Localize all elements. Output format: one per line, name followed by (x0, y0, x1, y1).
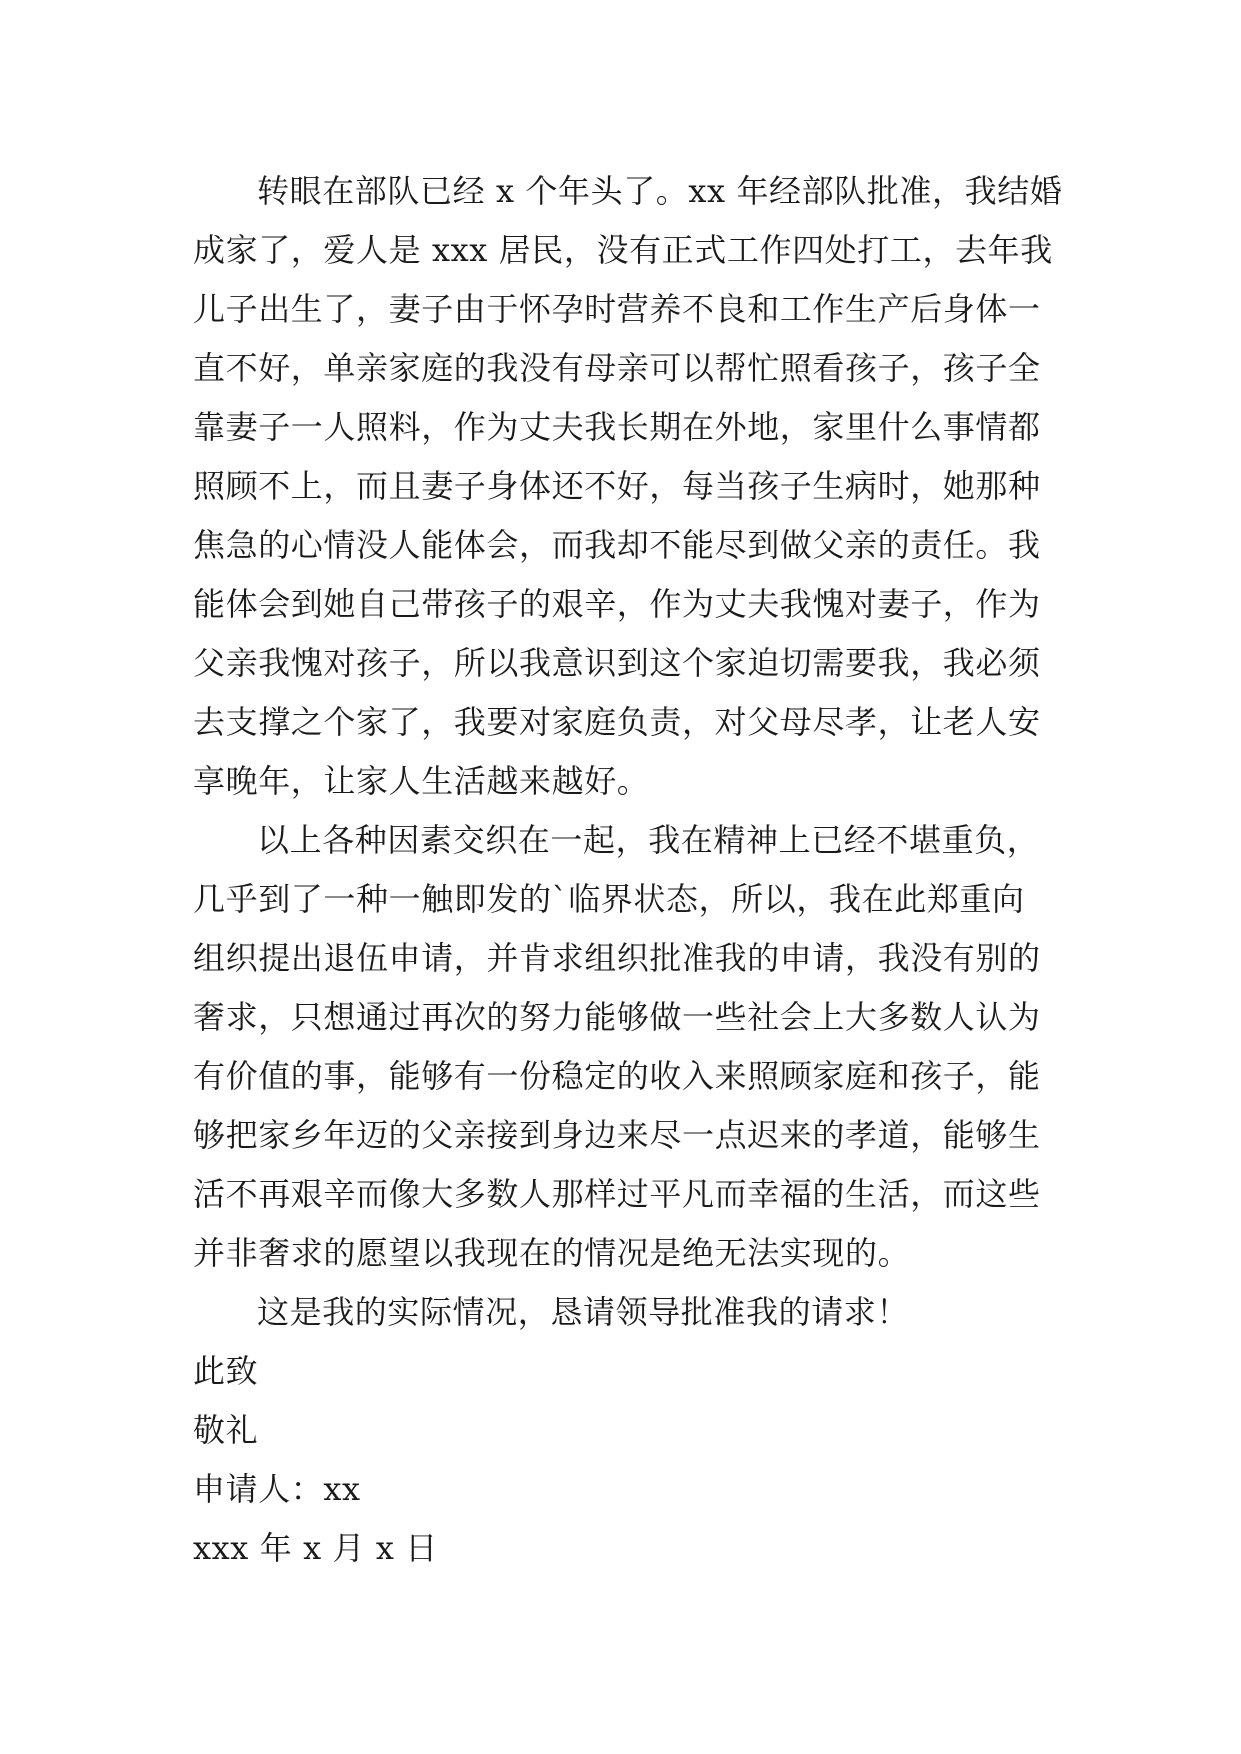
closing-regards: 敬礼 (193, 1411, 259, 1449)
paragraph-2-line-2: 几乎到了一种一触即发的`临界状态，所以，我在此郑重向 (193, 880, 1025, 918)
paragraph-1-line-8: 能体会到她自己带孩子的艰辛，作为丈夫我愧对妻子，作为 (193, 585, 1041, 623)
paragraph-1-line-10: 去支撑之个家了，我要对家庭负责，对父母尽孝，让老人安 (193, 703, 1041, 741)
paragraph-2-line-6: 够把家乡年迈的父亲接到身边来尽一点迟来的孝道，能够生 (193, 1116, 1041, 1154)
paragraph-1-line-7: 焦急的心情没人能体会，而我却不能尽到做父亲的责任。我 (193, 526, 1041, 564)
paragraph-1-line-4: 直不好，单亲家庭的我没有母亲可以帮忙照看孩子，孩子全 (193, 349, 1041, 387)
paragraph-1-line-2: 成家了，爱人是 xxx 居民，没有正式工作四处打工，去年我 (193, 231, 1053, 269)
paragraph-1-line-5: 靠妻子一人照料，作为丈夫我长期在外地，家里什么事情都 (193, 408, 1041, 446)
paragraph-3-line-1: 这是我的实际情况，恳请领导批准我的请求！ (257, 1293, 910, 1331)
document-date: xxx 年 x 月 x 日 (193, 1529, 438, 1567)
paragraph-1-line-9: 父亲我愧对孩子，所以我意识到这个家迫切需要我，我必须 (193, 644, 1041, 682)
closing-salutation: 此致 (193, 1352, 259, 1390)
paragraph-2-line-3: 组织提出退伍申请，并肯求组织批准我的申请，我没有别的 (193, 939, 1041, 977)
paragraph-1-line-6: 照顾不上，而且妻子身体还不好，每当孩子生病时，她那种 (193, 467, 1041, 505)
paragraph-2-line-5: 有价值的事，能够有一份稳定的收入来照顾家庭和孩子，能 (193, 1057, 1041, 1095)
paragraph-2-line-8: 并非奢求的愿望以我现在的情况是绝无法实现的。 (193, 1234, 911, 1272)
paragraph-2-line-7: 活不再艰辛而像大多数人那样过平凡而幸福的生活，而这些 (193, 1175, 1041, 1213)
paragraph-1-line-11: 享晚年，让家人生活越来越好。 (193, 762, 650, 800)
paragraph-1-line-3: 儿子出生了，妻子由于怀孕时营养不良和工作生产后身体一 (193, 290, 1041, 328)
paragraph-2-line-1: 以上各种因素交织在一起，我在精神上已经不堪重负， (257, 821, 1040, 859)
paragraph-1-line-1: 转眼在部队已经 x 个年头了。xx 年经部队批准，我结婚 (257, 172, 1063, 210)
applicant-signature: 申请人：xx (193, 1470, 361, 1508)
paragraph-2-line-4: 奢求，只想通过再次的努力能够做一些社会上大多数人认为 (193, 998, 1041, 1036)
